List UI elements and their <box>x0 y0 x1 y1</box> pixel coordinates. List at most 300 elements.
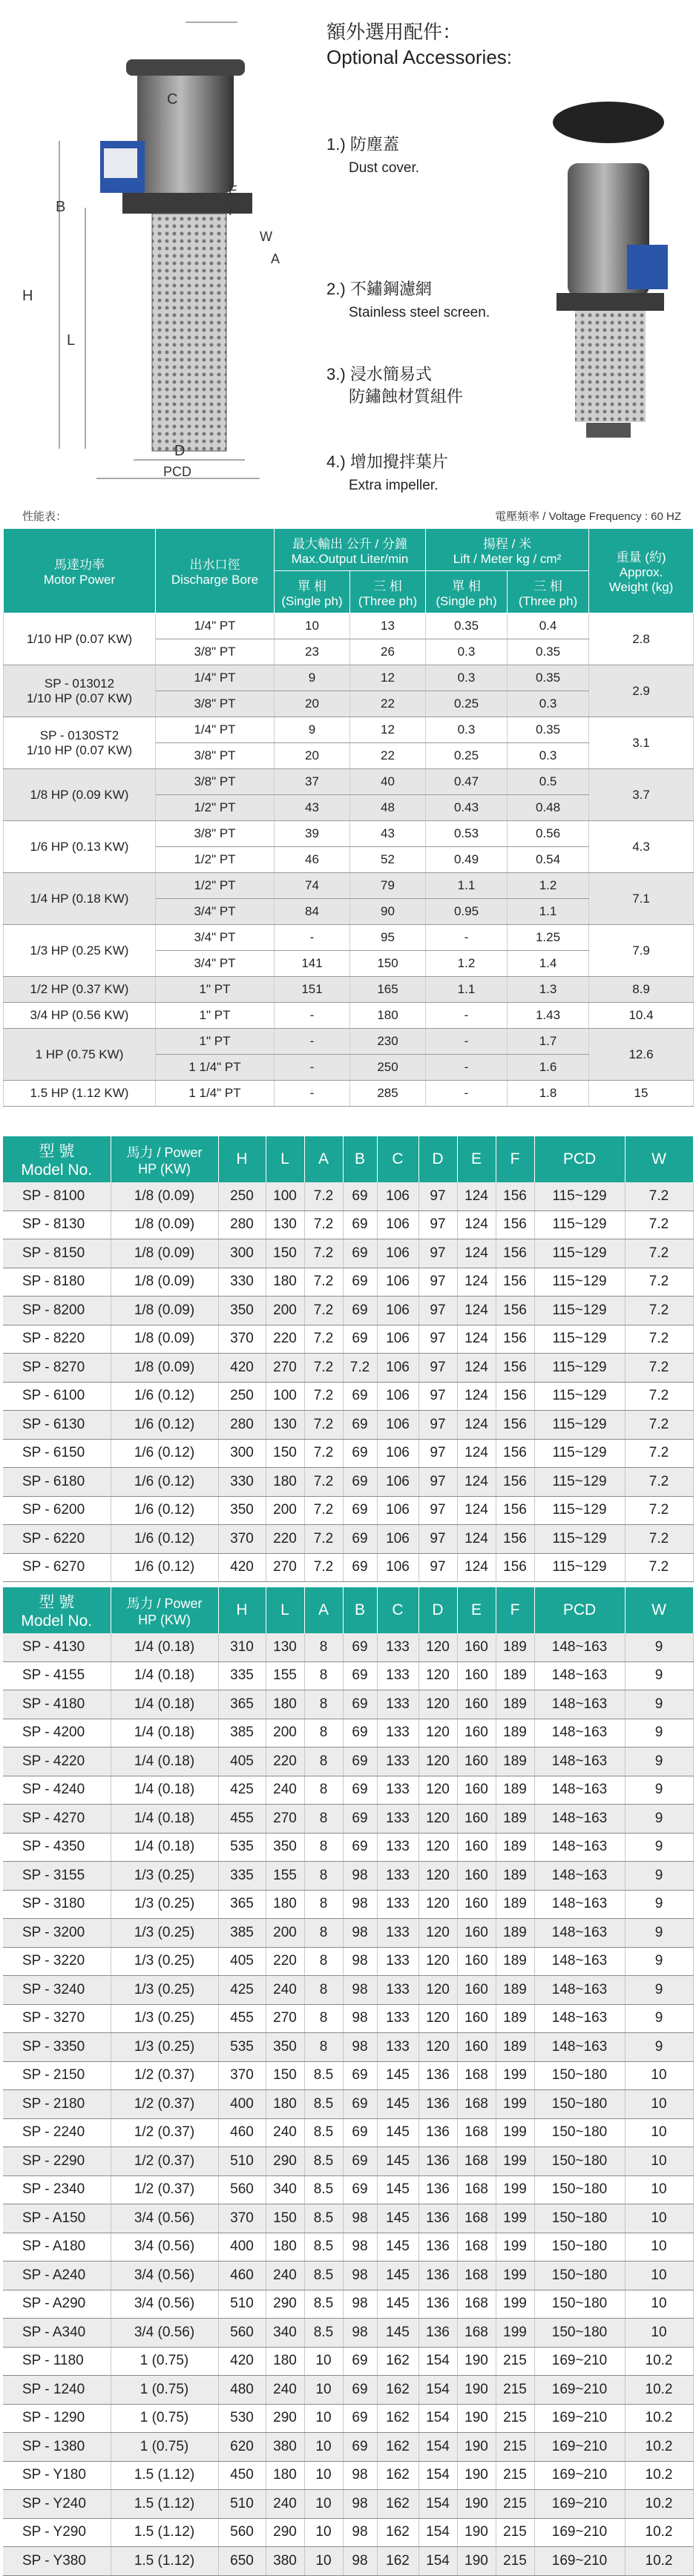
pcd-cell: 148~163 <box>534 2033 625 2062</box>
w-cell: 10.2 <box>625 2461 693 2490</box>
b-cell: 69 <box>343 2433 377 2462</box>
lift-single-cell: 0.53 <box>426 821 508 847</box>
lift-three-cell: 0.3 <box>508 743 589 769</box>
e-cell: 190 <box>457 2347 496 2376</box>
diagram-label-a: A <box>271 251 280 266</box>
b-cell: 98 <box>343 2319 377 2348</box>
lift-three-cell: 1.25 <box>508 925 589 951</box>
b-cell: 98 <box>343 1976 377 2005</box>
lift-single-cell: 0.25 <box>426 691 508 717</box>
c-cell: 106 <box>377 1210 418 1239</box>
e-cell: 160 <box>457 1976 496 2005</box>
f-cell: 156 <box>496 1553 534 1582</box>
b-cell: 69 <box>343 2175 377 2204</box>
e-cell: 124 <box>457 1468 496 1497</box>
b-cell: 69 <box>343 1210 377 1239</box>
pcd-cell: 169~210 <box>534 2433 625 2462</box>
e-cell: 190 <box>457 2461 496 2490</box>
h-cell: 620 <box>218 2433 266 2462</box>
model-cell: SP - 2340 <box>3 2175 111 2204</box>
c-cell: 133 <box>377 1833 418 1862</box>
f-cell: 189 <box>496 1833 534 1862</box>
e-cell: 190 <box>457 2433 496 2462</box>
power-cell: 1/2 (0.37) <box>111 2175 218 2204</box>
model-cell: SP - A240 <box>3 2262 111 2290</box>
w-cell: 9 <box>625 1661 693 1690</box>
b-cell: 69 <box>343 1553 377 1582</box>
output-single-cell: - <box>275 925 350 951</box>
l-cell: 180 <box>266 2233 304 2262</box>
f-cell: 215 <box>496 2547 534 2576</box>
lift-three-cell: 1.3 <box>508 977 589 1003</box>
c-cell: 106 <box>377 1268 418 1297</box>
w-cell: 10.2 <box>625 2433 693 2462</box>
table-row <box>3 2547 693 2576</box>
l-cell: 380 <box>266 2433 304 2462</box>
c-cell: 106 <box>377 1468 418 1497</box>
output-three-cell: 180 <box>350 1003 426 1029</box>
b-cell: 69 <box>343 1747 377 1776</box>
a-cell: 7.2 <box>304 1553 343 1582</box>
h-cell: 510 <box>218 2290 266 2319</box>
accessory-zh: 不鏽鋼濾網 <box>349 280 432 298</box>
l-cell: 340 <box>266 2175 304 2204</box>
d-cell: 97 <box>418 1553 457 1582</box>
c-cell: 145 <box>377 2090 418 2119</box>
e-cell: 190 <box>457 2404 496 2433</box>
c-cell: 162 <box>377 2376 418 2405</box>
table-row <box>3 1976 693 2005</box>
e-cell: 124 <box>457 1354 496 1383</box>
e-cell: 168 <box>457 2233 496 2262</box>
pcd-cell: 115~129 <box>534 1468 625 1497</box>
table-row <box>3 1525 693 1554</box>
output-three-cell: 26 <box>350 639 426 665</box>
power-cell: 1/3 (0.25) <box>111 1862 218 1891</box>
h-cell: 535 <box>218 1833 266 1862</box>
e-cell: 124 <box>457 1553 496 1582</box>
a-cell: 8 <box>304 1661 343 1690</box>
l-cell: 180 <box>266 1468 304 1497</box>
d-cell: 97 <box>418 1354 457 1383</box>
f-cell: 215 <box>496 2518 534 2547</box>
a-cell: 7.2 <box>304 1468 343 1497</box>
b-cell: 69 <box>343 1382 377 1411</box>
motor-power-line: 1/10 HP (0.07 KW) <box>26 742 133 757</box>
c-cell: 145 <box>377 2175 418 2204</box>
w-cell: 10.2 <box>625 2347 693 2376</box>
e-cell: 190 <box>457 2547 496 2576</box>
performance-row <box>4 873 694 899</box>
accessory-num: 4.) <box>326 452 346 471</box>
table-row <box>3 2147 693 2176</box>
w-cell: 7.2 <box>625 1496 693 1525</box>
d-cell: 120 <box>418 1776 457 1805</box>
model-cell: SP - 3155 <box>3 1862 111 1891</box>
l-cell: 270 <box>266 1354 304 1383</box>
e-cell: 160 <box>457 1690 496 1719</box>
a-cell: 8 <box>304 2004 343 2033</box>
power-cell: 1.5 (1.12) <box>111 2518 218 2547</box>
diagram-label-e: E <box>229 183 238 198</box>
h-cell: 370 <box>218 1325 266 1354</box>
performance-row <box>4 821 694 847</box>
l-cell: 180 <box>266 2090 304 2119</box>
table-row <box>3 1382 693 1411</box>
lift-single-cell: - <box>426 925 508 951</box>
accessory-num: 2.) <box>326 280 346 298</box>
power-cell: 1/8 (0.09) <box>111 1354 218 1383</box>
accessory-en: Dust cover. <box>349 160 420 176</box>
lift-three-cell: 0.54 <box>508 847 589 873</box>
pcd-cell: 115~129 <box>534 1382 625 1411</box>
d-cell: 97 <box>418 1525 457 1554</box>
model-cell: SP - A180 <box>3 2233 111 2262</box>
output-single-cell: 151 <box>275 977 350 1003</box>
a-cell: 7.2 <box>304 1297 343 1325</box>
w-cell: 9 <box>625 1747 693 1776</box>
model-cell: SP - A150 <box>3 2204 111 2233</box>
b-cell: 69 <box>343 2347 377 2376</box>
performance-table <box>3 528 694 1107</box>
w-cell: 10 <box>625 2290 693 2319</box>
d-cell: 120 <box>418 1862 457 1891</box>
model-cell: SP - 8270 <box>3 1354 111 1383</box>
c-cell: 106 <box>377 1411 418 1440</box>
a-cell: 8 <box>304 1747 343 1776</box>
a-cell: 7.2 <box>304 1239 343 1268</box>
a-cell: 10 <box>304 2518 343 2547</box>
l-cell: 270 <box>266 1553 304 1582</box>
dims-header-d: D <box>418 1587 457 1633</box>
b-cell: 69 <box>343 2090 377 2119</box>
h-cell: 560 <box>218 2518 266 2547</box>
a-cell: 8 <box>304 1633 343 1661</box>
weight-cell: 15 <box>589 1081 694 1107</box>
model-cell: SP - A290 <box>3 2290 111 2319</box>
table-row <box>3 1239 693 1268</box>
f-cell: 156 <box>496 1354 534 1383</box>
motor-power-cell <box>4 665 156 717</box>
b-cell: 69 <box>343 1411 377 1440</box>
l-cell: 340 <box>266 2319 304 2348</box>
motor-power-line: 1.5 HP (1.12 KW) <box>30 1086 129 1100</box>
table-row <box>3 1862 693 1891</box>
pcd-cell: 115~129 <box>534 1325 625 1354</box>
lift-single-cell: 0.35 <box>426 613 508 639</box>
pcd-cell: 150~180 <box>534 2175 625 2204</box>
d-cell: 154 <box>418 2404 457 2433</box>
pcd-cell: 150~180 <box>534 2061 625 2090</box>
weight-cell: 10.4 <box>589 1003 694 1029</box>
l-cell: 350 <box>266 1833 304 1862</box>
dims-header-a: A <box>304 1587 343 1633</box>
pcd-cell: 148~163 <box>534 1776 625 1805</box>
f-cell: 189 <box>496 1862 534 1891</box>
d-cell: 154 <box>418 2490 457 2519</box>
motor-power-cell <box>4 977 156 1003</box>
model-cell: SP - 2290 <box>3 2147 111 2176</box>
model-cell: SP - 6100 <box>3 1382 111 1411</box>
model-cell: SP - 4350 <box>3 1833 111 1862</box>
e-cell: 160 <box>457 1919 496 1948</box>
power-cell: 3/4 (0.56) <box>111 2204 218 2233</box>
model-cell: SP - 1290 <box>3 2404 111 2433</box>
discharge-bore-cell: 1 1/4" PT <box>156 1081 275 1107</box>
f-cell: 215 <box>496 2490 534 2519</box>
f-cell: 156 <box>496 1268 534 1297</box>
e-cell: 190 <box>457 2490 496 2519</box>
discharge-bore-cell: 1/2" PT <box>156 873 275 899</box>
power-cell: 3/4 (0.56) <box>111 2233 218 2262</box>
f-cell: 199 <box>496 2262 534 2290</box>
w-cell: 9 <box>625 1776 693 1805</box>
d-cell: 136 <box>418 2319 457 2348</box>
dims-header-w: W <box>625 1587 693 1633</box>
c-cell: 106 <box>377 1239 418 1268</box>
w-cell: 7.2 <box>625 1354 693 1383</box>
model-cell: SP - 1240 <box>3 2376 111 2405</box>
b-cell: 69 <box>343 2061 377 2090</box>
a-cell: 8 <box>304 1919 343 1948</box>
discharge-bore-cell: 1/4" PT <box>156 613 275 639</box>
a-cell: 8.5 <box>304 2204 343 2233</box>
pcd-cell: 148~163 <box>534 1719 625 1747</box>
c-cell: 106 <box>377 1354 418 1383</box>
d-cell: 120 <box>418 1833 457 1862</box>
pcd-cell: 148~163 <box>534 1919 625 1948</box>
model-cell: SP - 6130 <box>3 1411 111 1440</box>
discharge-bore-cell: 1/4" PT <box>156 665 275 691</box>
d-cell: 97 <box>418 1210 457 1239</box>
c-cell: 133 <box>377 1947 418 1976</box>
c-cell: 133 <box>377 1747 418 1776</box>
b-cell: 98 <box>343 2233 377 2262</box>
diagram-label-l: L <box>67 332 76 349</box>
table-row <box>3 2204 693 2233</box>
d-cell: 120 <box>418 2004 457 2033</box>
pcd-cell: 169~210 <box>534 2518 625 2547</box>
h-cell: 420 <box>218 1354 266 1383</box>
dims-header-pcd: PCD <box>534 1136 625 1182</box>
performance-row <box>4 717 694 743</box>
power-cell: 1/4 (0.18) <box>111 1661 218 1690</box>
b-cell: 69 <box>343 2147 377 2176</box>
discharge-bore-cell: 3/8" PT <box>156 639 275 665</box>
h-cell: 560 <box>218 2319 266 2348</box>
l-cell: 180 <box>266 1268 304 1297</box>
e-cell: 168 <box>457 2061 496 2090</box>
e-cell: 160 <box>457 1661 496 1690</box>
b-cell: 69 <box>343 2118 377 2147</box>
h-cell: 405 <box>218 1747 266 1776</box>
table-row <box>3 2118 693 2147</box>
b-cell: 98 <box>343 2004 377 2033</box>
h-cell: 460 <box>218 2262 266 2290</box>
pcd-cell: 115~129 <box>534 1268 625 1297</box>
lift-single-cell: 1.2 <box>426 951 508 977</box>
table-row <box>3 1182 693 1210</box>
frequency-label: 電壓頻率 / Voltage Frequency : 60 HZ <box>495 510 681 523</box>
f-cell: 156 <box>496 1239 534 1268</box>
diagram-label-h: H <box>22 288 33 304</box>
power-cell: 1/2 (0.37) <box>111 2118 218 2147</box>
b-cell: 98 <box>343 1947 377 1976</box>
dims-header-f: F <box>496 1587 534 1633</box>
b-cell: 98 <box>343 2518 377 2547</box>
header-lift: 揚程 / 米 Lift / Meter kg / cm² <box>426 529 589 571</box>
l-cell: 290 <box>266 2290 304 2319</box>
pcd-cell: 115~129 <box>534 1525 625 1554</box>
lift-three-cell: 0.35 <box>508 665 589 691</box>
l-cell: 155 <box>266 1661 304 1690</box>
weight-cell: 2.9 <box>589 665 694 717</box>
d-cell: 120 <box>418 1919 457 1948</box>
discharge-bore-cell: 3/4" PT <box>156 899 275 925</box>
power-cell: 1.5 (1.12) <box>111 2547 218 2576</box>
discharge-bore-cell: 3/4" PT <box>156 925 275 951</box>
power-cell: 1/6 (0.12) <box>111 1468 218 1497</box>
motor-power-cell <box>4 821 156 873</box>
pump-accessories-photo <box>534 96 683 445</box>
pcd-cell: 148~163 <box>534 1661 625 1690</box>
h-cell: 365 <box>218 1890 266 1919</box>
accessories-title-zh: 額外選用配件： <box>326 21 462 43</box>
product-header-section <box>0 0 696 512</box>
table-row <box>3 1719 693 1747</box>
pcd-cell: 148~163 <box>534 2004 625 2033</box>
lift-single-cell: 0.25 <box>426 743 508 769</box>
table-row <box>3 2290 693 2319</box>
output-three-cell: 40 <box>350 769 426 795</box>
output-single-cell: 84 <box>275 899 350 925</box>
pcd-cell: 148~163 <box>534 1890 625 1919</box>
power-cell: 1 (0.75) <box>111 2404 218 2433</box>
f-cell: 189 <box>496 1919 534 1948</box>
l-cell: 240 <box>266 1976 304 2005</box>
pcd-cell: 115~129 <box>534 1354 625 1383</box>
dims-header-h: H <box>218 1587 266 1633</box>
motor-power-cell <box>4 613 156 665</box>
h-cell: 385 <box>218 1719 266 1747</box>
w-cell: 7.2 <box>625 1525 693 1554</box>
e-cell: 168 <box>457 2118 496 2147</box>
d-cell: 97 <box>418 1411 457 1440</box>
pcd-cell: 150~180 <box>534 2319 625 2348</box>
w-cell: 10 <box>625 2319 693 2348</box>
f-cell: 156 <box>496 1382 534 1411</box>
table-row <box>3 2319 693 2348</box>
e-cell: 160 <box>457 1862 496 1891</box>
power-cell: 1/2 (0.37) <box>111 2061 218 2090</box>
c-cell: 162 <box>377 2490 418 2519</box>
discharge-bore-cell: 1" PT <box>156 1029 275 1055</box>
f-cell: 189 <box>496 1947 534 1976</box>
pcd-cell: 169~210 <box>534 2547 625 2576</box>
accessory-zh2: 防鏽蝕材質組件 <box>349 387 464 406</box>
output-single-cell: 9 <box>275 717 350 743</box>
power-cell: 1/6 (0.12) <box>111 1496 218 1525</box>
power-cell: 1/6 (0.12) <box>111 1411 218 1440</box>
weight-cell: 2.8 <box>589 613 694 665</box>
table-row <box>3 1690 693 1719</box>
pcd-cell: 115~129 <box>534 1553 625 1582</box>
l-cell: 270 <box>266 1805 304 1834</box>
w-cell: 9 <box>625 1862 693 1891</box>
table-row <box>3 1325 693 1354</box>
model-cell: SP - 2180 <box>3 2090 111 2119</box>
h-cell: 280 <box>218 1411 266 1440</box>
pcd-cell: 148~163 <box>534 1833 625 1862</box>
power-cell: 1 (0.75) <box>111 2433 218 2462</box>
pcd-cell: 148~163 <box>534 1947 625 1976</box>
c-cell: 145 <box>377 2262 418 2290</box>
table-row <box>3 1947 693 1976</box>
w-cell: 7.2 <box>625 1182 693 1210</box>
table-row <box>3 1919 693 1948</box>
accessory-item-anti-corrosion <box>326 363 463 408</box>
power-cell: 1 (0.75) <box>111 2376 218 2405</box>
h-cell: 370 <box>218 1525 266 1554</box>
f-cell: 189 <box>496 1747 534 1776</box>
performance-label: 性能表： <box>22 510 68 523</box>
h-cell: 250 <box>218 1182 266 1210</box>
header-lift-single: 單 相 (Single ph) <box>426 571 508 613</box>
table-row <box>3 2461 693 2490</box>
a-cell: 8.5 <box>304 2319 343 2348</box>
e-cell: 168 <box>457 2147 496 2176</box>
w-cell: 10 <box>625 2233 693 2262</box>
pcd-cell: 150~180 <box>534 2090 625 2119</box>
dims-header-l: L <box>266 1136 304 1182</box>
b-cell: 98 <box>343 2490 377 2519</box>
h-cell: 300 <box>218 1239 266 1268</box>
table-row <box>3 1747 693 1776</box>
h-cell: 370 <box>218 2061 266 2090</box>
pcd-cell: 115~129 <box>534 1297 625 1325</box>
b-cell: 69 <box>343 1468 377 1497</box>
l-cell: 240 <box>266 2118 304 2147</box>
w-cell: 9 <box>625 1976 693 2005</box>
l-cell: 380 <box>266 2547 304 2576</box>
accessory-num: 3.) <box>326 365 346 383</box>
pcd-cell: 115~129 <box>534 1439 625 1468</box>
lift-single-cell: - <box>426 1003 508 1029</box>
h-cell: 370 <box>218 2204 266 2233</box>
model-cell: SP - Y180 <box>3 2461 111 2490</box>
output-single-cell: - <box>275 1003 350 1029</box>
power-cell: 1/2 (0.37) <box>111 2147 218 2176</box>
f-cell: 156 <box>496 1411 534 1440</box>
discharge-bore-cell: 1" PT <box>156 1003 275 1029</box>
d-cell: 120 <box>418 1805 457 1834</box>
h-cell: 400 <box>218 2090 266 2119</box>
diagram-label-b: B <box>56 199 66 215</box>
h-cell: 365 <box>218 1690 266 1719</box>
d-cell: 120 <box>418 1719 457 1747</box>
output-three-cell: 230 <box>350 1029 426 1055</box>
power-cell: 1/4 (0.18) <box>111 1805 218 1834</box>
d-cell: 154 <box>418 2376 457 2405</box>
table-row <box>3 1890 693 1919</box>
a-cell: 7.2 <box>304 1182 343 1210</box>
e-cell: 190 <box>457 2376 496 2405</box>
b-cell: 98 <box>343 2204 377 2233</box>
power-cell: 1/4 (0.18) <box>111 1833 218 1862</box>
d-cell: 136 <box>418 2090 457 2119</box>
model-cell: SP - 6200 <box>3 1496 111 1525</box>
l-cell: 220 <box>266 1325 304 1354</box>
